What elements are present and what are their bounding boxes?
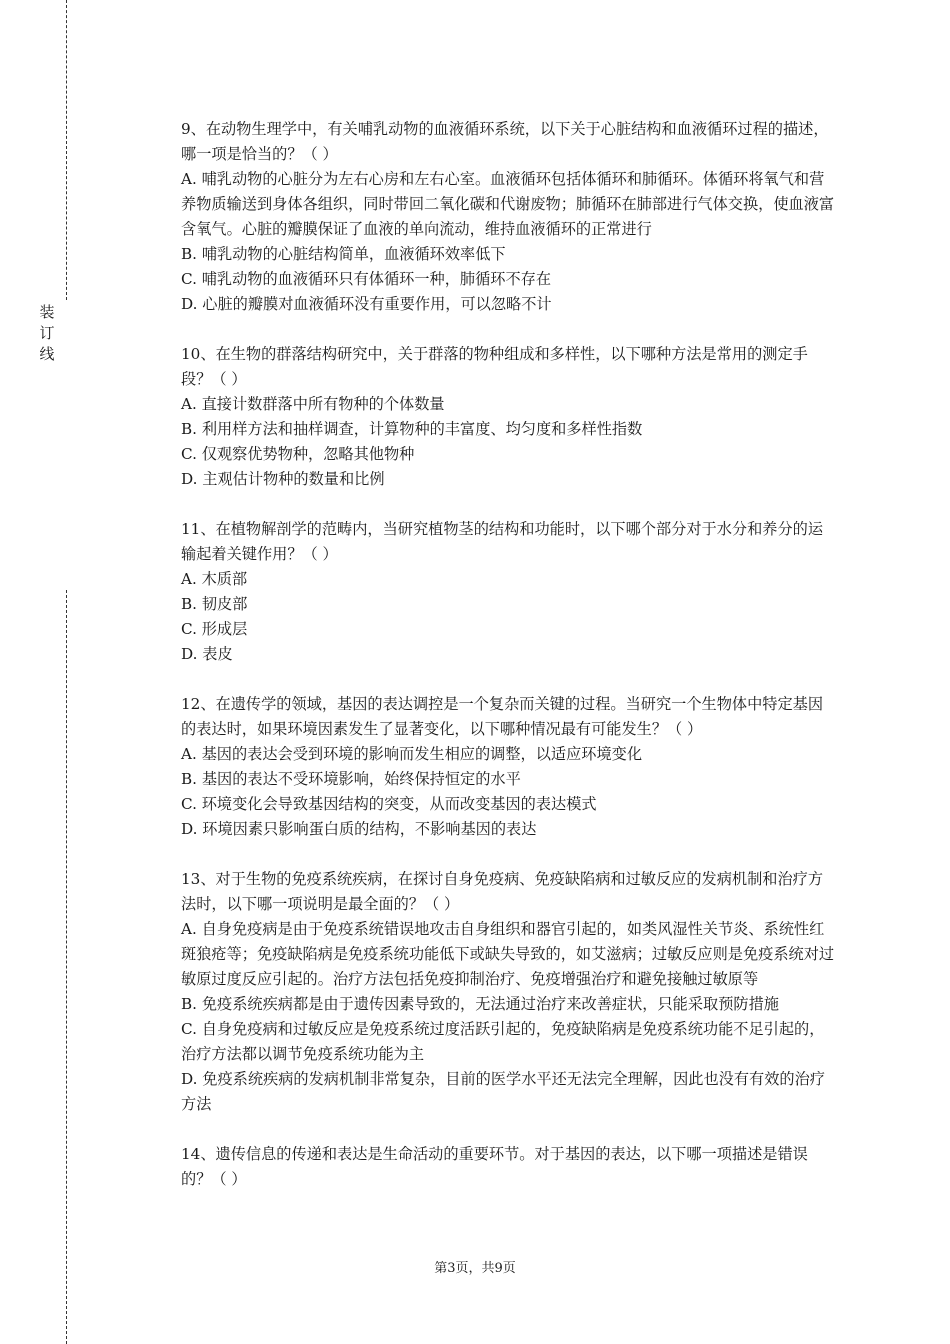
question-13: [181, 867, 837, 1117]
option-a: A. 哺乳动物的心脏分为左右心房和左右心室。血液循环包括体循环和肺循环。体循环将氧气和营养物质输送到身体各组织，同时带回二氧化碳和代谢废物；肺循环在肺部进行气体交换，使血液富含氧气。心脏的瓣膜保证了血液的单向流动，维持血液循环的正常进行: [181, 170, 835, 238]
page-footer: 第3页，共9页: [434, 1261, 516, 1276]
question-list: [181, 117, 837, 1217]
question-stem: 12、在遗传学的领域，基因的表达调控是一个复杂而关键的过程。当研究一个生物体中特定基因的表达时，如果环境因素发生了显著变化，以下哪种情况最有可能发生？（ ）: [181, 695, 824, 738]
option-a: A. 自身免疫病是由于免疫系统错误地攻击自身组织和器官引起的，如类风湿性关节炎、系统性红斑狼疮等；免疫缺陷病是免疫系统功能低下或缺失导致的，如艾滋病；过敏反应则是免疫系统对过敏原过度反应引起的。治疗方法包括免疫抑制治疗、免疫增强治疗和避免接触过敏原等: [181, 920, 835, 988]
option-d: D. 环境因素只影响蛋白质的结构，不影响基因的表达: [181, 820, 537, 838]
option-d: D. 主观估计物种的数量和比例: [181, 470, 385, 488]
question-9: [181, 117, 837, 317]
option-b: B. 免疫系统疾病都是由于遗传因素导致的，无法通过治疗来改善症状，只能采取预防措施: [181, 995, 779, 1013]
question-stem: 13、对于生物的免疫系统疾病，在探讨自身免疫病、免疫缺陷病和过敏反应的发病机制和治疗方法时，以下哪一项说明是最全面的？（ ）: [181, 870, 824, 913]
option-d: D. 免疫系统疾病的发病机制非常复杂，目前的医学水平还无法完全理解，因此也没有有效的治疗方法: [181, 1070, 825, 1113]
binding-line-top: [66, 0, 67, 300]
binding-label: [38, 302, 56, 365]
option-c: C. 形成层: [181, 620, 248, 638]
question-12: [181, 692, 837, 842]
binding-char: 线: [39, 345, 55, 363]
binding-line-bottom: [66, 590, 67, 1344]
question-11: [181, 517, 837, 667]
option-d: D. 表皮: [181, 645, 233, 663]
option-b: B. 利用样方法和抽样调查，计算物种的丰富度、均匀度和多样性指数: [181, 420, 643, 438]
question-stem: 10、在生物的群落结构研究中，关于群落的物种组成和多样性，以下哪种方法是常用的测定手段？（ ）: [181, 345, 808, 388]
option-a: A. 木质部: [181, 570, 248, 588]
option-d: D. 心脏的瓣膜对血液循环没有重要作用，可以忽略不计: [181, 295, 552, 313]
option-b: B. 哺乳动物的心脏结构简单，血液循环效率低下: [181, 245, 506, 263]
option-a: A. 基因的表达会受到环境的影响而发生相应的调整，以适应环境变化: [181, 745, 643, 763]
question-10: [181, 342, 837, 492]
option-c: C. 哺乳动物的血液循环只有体循环一种，肺循环不存在: [181, 270, 552, 288]
option-c: C. 自身免疫病和过敏反应是免疫系统过度活跃引起的，免疫缺陷病是免疫系统功能不足引起的，治疗方法都以调节免疫系统功能为主: [181, 1020, 825, 1063]
option-a: A. 直接计数群落中所有物种的个体数量: [181, 395, 445, 413]
option-b: B. 基因的表达不受环境影响，始终保持恒定的水平: [181, 770, 521, 788]
question-stem: 14、遗传信息的传递和表达是生命活动的重要环节。对于基因的表达，以下哪一项描述是错误的？（ ）: [181, 1145, 808, 1188]
question-stem: 9、在动物生理学中，有关哺乳动物的血液循环系统，以下关于心脏结构和血液循环过程的描述，哪一项是恰当的？（ ）: [181, 120, 829, 163]
question-14: [181, 1142, 837, 1192]
option-c: C. 环境变化会导致基因结构的突变，从而改变基因的表达模式: [181, 795, 597, 813]
question-stem: 11、在植物解剖学的范畴内，当研究植物茎的结构和功能时，以下哪个部分对于水分和养分的运输起着关键作用？（ ）: [181, 520, 824, 563]
binding-char: 订: [39, 324, 55, 342]
option-c: C. 仅观察优势物种，忽略其他物种: [181, 445, 415, 463]
binding-char: 装: [39, 303, 55, 321]
option-b: B. 韧皮部: [181, 595, 248, 613]
